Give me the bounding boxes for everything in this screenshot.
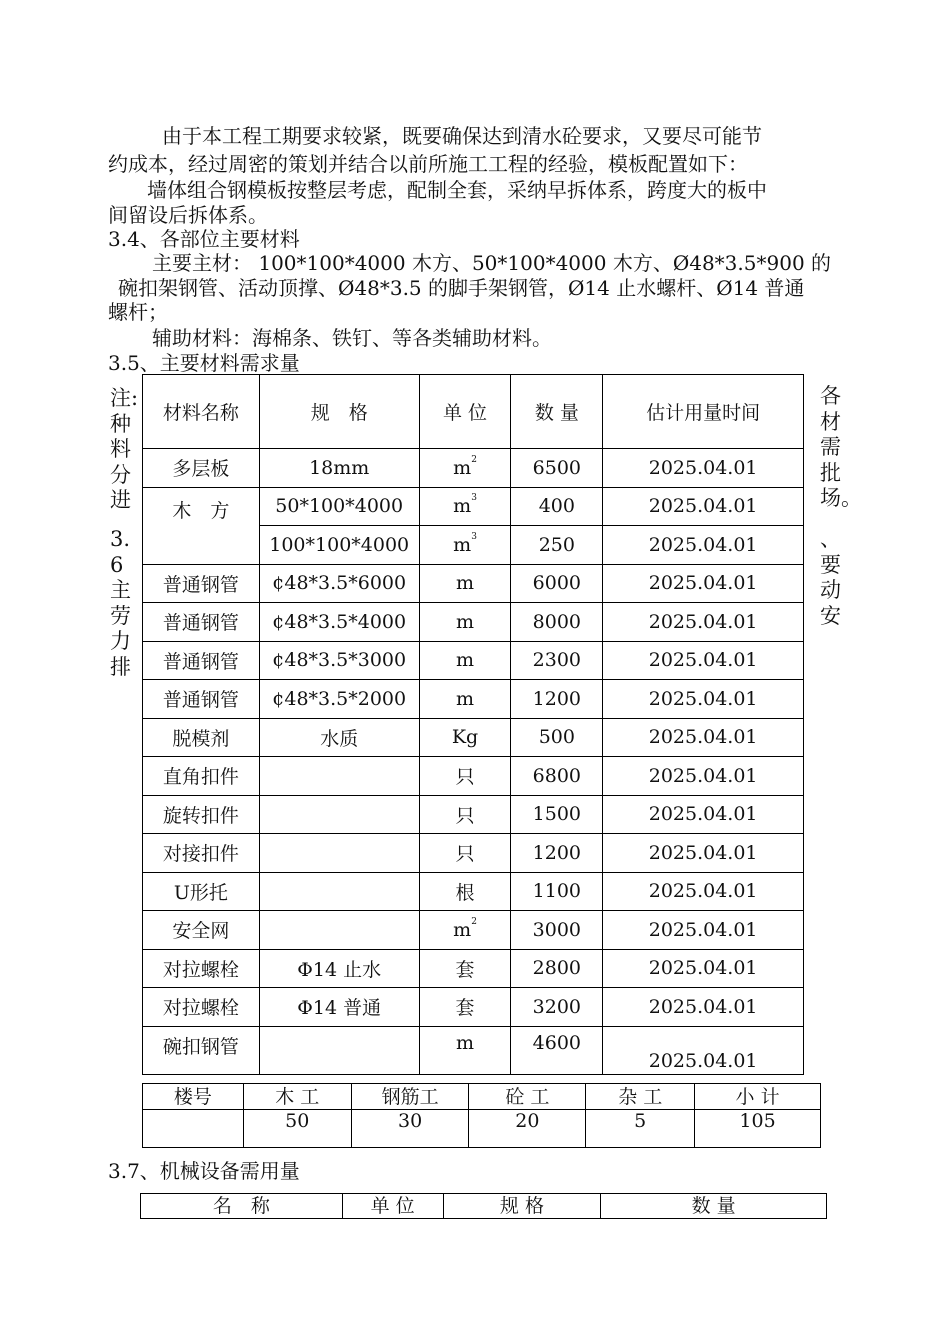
- labor-table: [142, 1083, 821, 1148]
- date-cell: 2025.04.01: [603, 757, 804, 796]
- quantity-cell: 6800: [511, 757, 603, 796]
- header-cell: 规 格: [443, 1194, 601, 1219]
- unit-cell: [419, 872, 511, 911]
- date-cell: 2025.04.01: [603, 795, 804, 834]
- unit-text: m: [453, 456, 472, 479]
- material-name-cell: 脱模剂: [143, 718, 260, 757]
- unit-cell: [419, 449, 511, 488]
- unit-text: 只: [455, 804, 475, 827]
- unit-cell: [419, 603, 511, 642]
- table-row: [143, 449, 804, 488]
- date-cell: 2025.04.01: [603, 487, 804, 526]
- unit-exponent: 2: [471, 916, 477, 927]
- table-cell: [143, 1110, 244, 1148]
- unit-text: m: [453, 533, 472, 556]
- table-row: [143, 718, 804, 757]
- quantity-cell: 1200: [511, 834, 603, 873]
- quantity-cell: 500: [511, 718, 603, 757]
- header-cell: 估计用量时间: [603, 375, 804, 449]
- table-cell: 30: [351, 1110, 469, 1148]
- header-cell: 数 量: [601, 1194, 827, 1219]
- material-name-cell: 普通钢管: [143, 641, 260, 680]
- unit-cell: [419, 949, 511, 988]
- material-name-cell: 多层板: [143, 449, 260, 488]
- side-heading-left: 3.6主劳力排: [110, 527, 131, 679]
- paragraph-line: 碗扣架钢管、活动顶撑、Ø48*3.5 的脚手架钢管，Ø14 止水螺杆、Ø14 普通: [118, 276, 805, 300]
- side-note-left: 注:种料分进: [110, 386, 139, 512]
- quantity-cell: 6500: [511, 449, 603, 488]
- spec-cell: [259, 872, 419, 911]
- material-name-cell: 安全网: [143, 911, 260, 950]
- material-name-cell: 对接扣件: [143, 834, 260, 873]
- date-cell: 2025.04.01: [603, 564, 804, 603]
- unit-cell: [419, 526, 511, 565]
- material-name-cell: 旋转扣件: [143, 795, 260, 834]
- table-row: [143, 680, 804, 719]
- table-cell: 50: [243, 1110, 351, 1148]
- header-cell: 单 位: [342, 1194, 443, 1219]
- spec-cell: [259, 757, 419, 796]
- header-cell: 钢筋工: [351, 1084, 469, 1110]
- paragraph-line: 间留设后拆体系。: [108, 203, 268, 227]
- material-name-cell: 木 方: [143, 487, 260, 564]
- table-row: [143, 988, 804, 1027]
- unit-text: m: [456, 649, 475, 672]
- paragraph-line: 主要主材： 100*100*4000 木方、50*100*4000 木方、Ø48*3.5*900 的: [152, 251, 832, 275]
- material-name-cell: 对拉螺栓: [143, 949, 260, 988]
- unit-cell: [419, 1026, 511, 1074]
- quantity-cell: 400: [511, 487, 603, 526]
- material-name-cell: 普通钢管: [143, 564, 260, 603]
- section-heading: 3.7、机械设备需用量: [108, 1159, 300, 1183]
- date-cell: 2025.04.01: [603, 1026, 804, 1074]
- spec-cell: ¢48*3.5*6000: [259, 564, 419, 603]
- header-cell: 材料名称: [143, 375, 260, 449]
- date-cell: 2025.04.01: [603, 911, 804, 950]
- material-name-cell: 直角扣件: [143, 757, 260, 796]
- side-note-right: 各材需批场。: [820, 384, 862, 510]
- material-name-cell: 碗扣钢管: [143, 1026, 260, 1074]
- paragraph-line: 螺杆；: [108, 300, 168, 324]
- spec-cell: ¢48*3.5*4000: [259, 603, 419, 642]
- table-header-row: [143, 1084, 821, 1110]
- table-cell: 105: [695, 1110, 821, 1148]
- header-cell: 楼号: [143, 1084, 244, 1110]
- date-cell: 2025.04.01: [603, 526, 804, 565]
- spec-cell: Φ14 普通: [259, 988, 419, 1027]
- unit-cell: [419, 564, 511, 603]
- table-row: [143, 911, 804, 950]
- header-cell: 砼 工: [469, 1084, 586, 1110]
- side-note-right-2: 、要动安: [820, 527, 841, 628]
- table-header-row: [141, 1194, 827, 1219]
- header-cell: 数 量: [511, 375, 603, 449]
- date-cell: 2025.04.01: [603, 641, 804, 680]
- date-cell: 2025.04.01: [603, 603, 804, 642]
- quantity-cell: 6000: [511, 564, 603, 603]
- table-row: [143, 1026, 804, 1074]
- header-cell: 小 计: [695, 1084, 821, 1110]
- date-cell: 2025.04.01: [603, 449, 804, 488]
- unit-exponent: 3: [471, 493, 477, 504]
- unit-text: m: [453, 918, 472, 941]
- date-cell: 2025.04.01: [603, 949, 804, 988]
- paragraph-line: 由于本工程工期要求较紧，既要确保达到清水砼要求，又要尽可能节: [162, 124, 762, 148]
- machinery-table: [140, 1193, 827, 1219]
- date-cell: 2025.04.01: [603, 680, 804, 719]
- spec-cell: [259, 1026, 419, 1074]
- table-row: [143, 487, 804, 526]
- unit-text: 只: [455, 843, 475, 866]
- unit-cell: [419, 641, 511, 680]
- unit-text: m: [456, 572, 475, 595]
- unit-cell: [419, 795, 511, 834]
- header-cell: 规 格: [259, 375, 419, 449]
- section-heading: 3.5、主要材料需求量: [108, 351, 300, 375]
- materials-table: [142, 374, 804, 1075]
- unit-exponent: 3: [471, 531, 477, 542]
- spec-cell: ¢48*3.5*2000: [259, 680, 419, 719]
- unit-cell: [419, 680, 511, 719]
- spec-cell: [259, 834, 419, 873]
- spec-cell: 水质: [259, 718, 419, 757]
- unit-text: m: [453, 495, 472, 518]
- table-row: [143, 834, 804, 873]
- unit-cell: [419, 988, 511, 1027]
- quantity-cell: 4600: [511, 1026, 603, 1074]
- table-row: [143, 757, 804, 796]
- spec-cell: Φ14 止水: [259, 949, 419, 988]
- quantity-cell: 8000: [511, 603, 603, 642]
- unit-cell: [419, 757, 511, 796]
- spec-cell: 50*100*4000: [259, 487, 419, 526]
- unit-cell: [419, 718, 511, 757]
- header-cell: 木 工: [243, 1084, 351, 1110]
- spec-cell: [259, 911, 419, 950]
- paragraph-line: 墙体组合钢模板按整层考虑，配制全套，采纳早拆体系，跨度大的板中: [147, 178, 767, 202]
- header-cell: 单 位: [419, 375, 511, 449]
- table-row: [143, 641, 804, 680]
- material-name-cell: 普通钢管: [143, 603, 260, 642]
- paragraph-line: 辅助材料：海棉条、铁钉、等各类辅助材料。: [152, 326, 552, 350]
- unit-text: 只: [455, 766, 475, 789]
- header-cell: 名 称: [141, 1194, 343, 1219]
- material-name-cell: 对拉螺栓: [143, 988, 260, 1027]
- date-cell: 2025.04.01: [603, 872, 804, 911]
- table-header-row: [143, 375, 804, 449]
- table-row: [143, 795, 804, 834]
- table-row: [143, 872, 804, 911]
- quantity-cell: 250: [511, 526, 603, 565]
- unit-text: 根: [455, 881, 475, 904]
- paragraph-line: 约成本，经过周密的策划并结合以前所施工工程的经验，模板配置如下：: [108, 152, 748, 176]
- unit-cell: [419, 911, 511, 950]
- quantity-cell: 2300: [511, 641, 603, 680]
- unit-cell: [419, 487, 511, 526]
- spec-cell: [259, 795, 419, 834]
- table-row: [143, 949, 804, 988]
- spec-cell: ¢48*3.5*3000: [259, 641, 419, 680]
- unit-exponent: 2: [471, 454, 477, 465]
- material-name-cell: U形托: [143, 872, 260, 911]
- table-row: [143, 564, 804, 603]
- quantity-cell: 2800: [511, 949, 603, 988]
- date-cell: 2025.04.01: [603, 718, 804, 757]
- unit-cell: [419, 834, 511, 873]
- section-heading: 3.4、各部位主要材料: [108, 227, 300, 251]
- table-cell: 20: [469, 1110, 586, 1148]
- table-cell: 5: [586, 1110, 695, 1148]
- quantity-cell: 1100: [511, 872, 603, 911]
- material-name-cell: 普通钢管: [143, 680, 260, 719]
- quantity-cell: 1500: [511, 795, 603, 834]
- header-cell: 杂 工: [586, 1084, 695, 1110]
- unit-text: 套: [455, 958, 475, 981]
- quantity-cell: 3200: [511, 988, 603, 1027]
- spec-cell: 18mm: [259, 449, 419, 488]
- quantity-cell: 1200: [511, 680, 603, 719]
- unit-text: m: [456, 610, 475, 633]
- unit-text: m: [456, 687, 475, 710]
- quantity-cell: 3000: [511, 911, 603, 950]
- date-cell: 2025.04.01: [603, 834, 804, 873]
- table-row: [143, 603, 804, 642]
- date-cell: 2025.04.01: [603, 988, 804, 1027]
- unit-text: m: [456, 1031, 475, 1054]
- spec-cell: 100*100*4000: [259, 526, 419, 565]
- table-row: [143, 1110, 821, 1148]
- unit-text: 套: [455, 997, 475, 1020]
- unit-text: Kg: [451, 726, 479, 749]
